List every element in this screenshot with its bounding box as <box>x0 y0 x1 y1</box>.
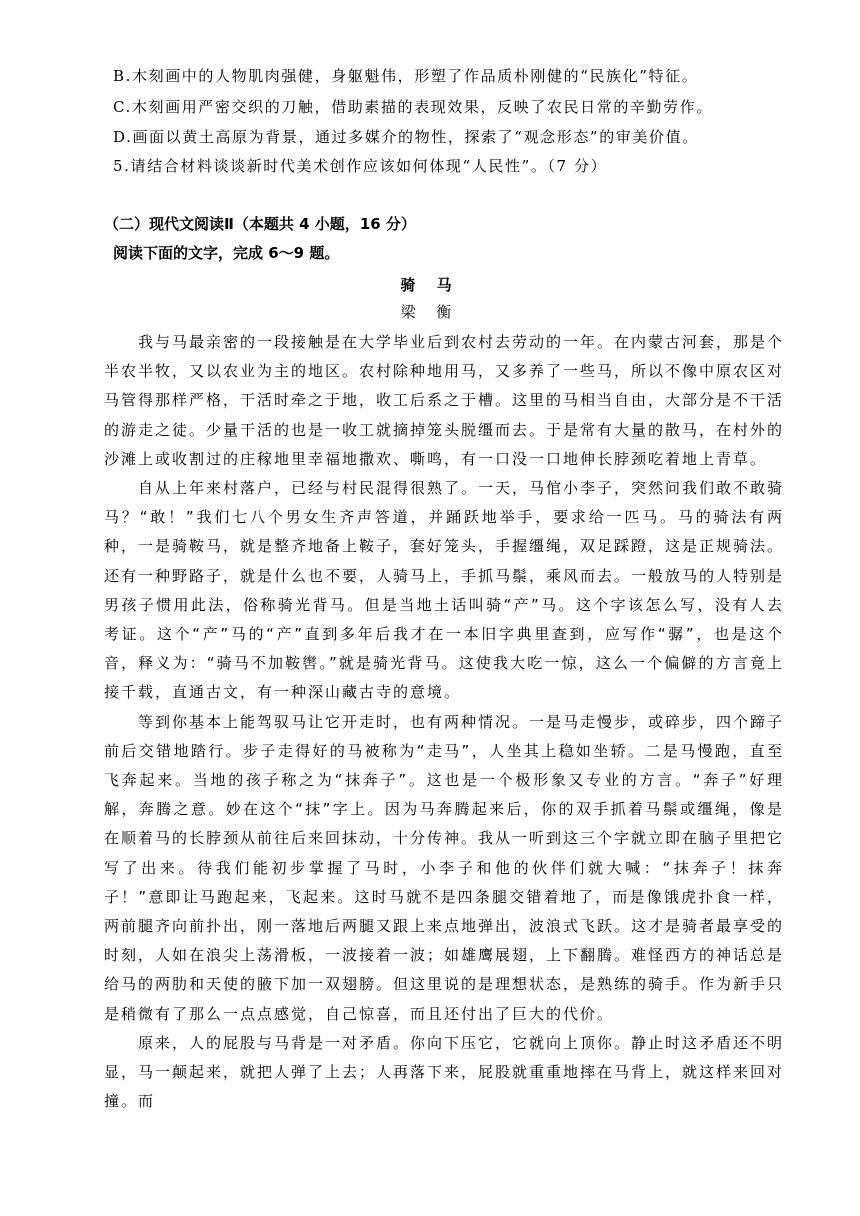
reading-instruction: 阅读下面的文字，完成 6～9 题。 <box>113 244 340 262</box>
paragraph-2: 自从上年来村落户，已经与村民混得很熟了。一天，马倌小李子，突然问我们敢不敢骑马？“敢！”我们七八个男女生齐声答道，并踊跃地举手，要求给一匹马。马的骑法有两种，一是骑鞍马，就是整齐地备上鞍子，套好笼头，手握缰绳，双足踩蹬，这是正规骑法。还有一种野路子，就是什么也不要，人骑马上，手抓马鬃，乘风而去。一般放马的人特别是男孩子惯用此法，俗称骑光背马。但是当地土话叫骑“产”马。这个字该怎么写，没有人去考证。这个“产”马的“产”直到多年后我才在一本旧字典里查到，应写作“骣”，也是这个音，释义为：“骑马不加鞍辔。”就是骑光背马。这使我大吃一惊，这么一个偏僻的方言竟上接千载，直通古文，有一种深山藏古寺的意境。 <box>104 479 785 702</box>
paragraph-1: 我与马最亲密的一段接触是在大学毕业后到农村去劳动的一年。在内蒙古河套，那是个半农半牧，又以农业为主的地区。农村除种地用马，又多养了一些马，所以不像中原农区对马管得那样严格，干活时牵之于地，收工后系之于槽。这里的马相当自由，大部分是不干活的游走之徒。少量干活的也是一收工就摘掉笼头脱缰而去。于是常有大量的散马，在村外的沙滩上或收割过的庄稼地里幸福地撒欢、嘶鸣，有一口没一口地伸长脖颈吃着地上青草。 <box>104 333 785 468</box>
paragraph-4: 原来，人的屁股与马背是一对矛盾。你向下压它，它就向上顶你。静止时这矛盾还不明显，马一颠起来，就把人弹了上去；人再落下来，屁股就重重地摔在马背上，就这样来回对撞。而 <box>104 1033 785 1111</box>
option-b: B.木刻画中的人物肌肉强健，身躯魁伟，形塑了作品质朴刚健的“民族化”特征。 <box>113 67 699 85</box>
article-title: 骑 马 <box>400 276 460 294</box>
question-5: 5.请结合材料谈谈新时代美术创作应该如何体现“人民性”。（7 分） <box>113 157 608 175</box>
article-author: 梁 衡 <box>400 303 460 321</box>
option-c: C.木刻画用严密交织的刀触，借助素描的表现效果，反映了农民日常的辛勤劳作。 <box>113 98 713 116</box>
article-body <box>104 328 784 1116</box>
option-d: D.画面以黄土高原为背景，通过多媒介的物性，探索了“观念形态”的审美价值。 <box>113 128 699 146</box>
paragraph-3: 等到你基本上能驾驭马让它开走时，也有两种情况。一是马走慢步，或碎步，四个蹄子前后交错地踏行。步子走得好的马被称为“走马”，人坐其上稳如坐轿。二是马慢跑，直至飞奔起来。当地的孩子称之为“抹奔子”。这也是一个极形象又专业的方言。“奔子”好理解，奔腾之意。妙在这个“抹”字上。因为马奔腾起来后，你的双手抓着马鬃或缰绳，像是在顺着马的长脖颈从前往后来回抹动，十分传神。我从一听到这三个字就立即在脑子里把它写了出来。待我们能初步掌握了马时，小李子和他的伙伴们就大喊：“抹奔子！抹奔子！”意即让马跑起来，飞起来。这时马就不是四条腿交错着地了，而是像饿虎扑食一样，两前腿齐向前扑出，刚一落地后两腿又跟上来点地弹出，波浪式飞跃。这才是骑者最享受的时刻，人如在浪尖上荡滑板，一波接着一波；如雄鹰展翅，上下翻腾。难怪西方的神话总是给马的两肋和天使的腋下加一双翅膀。但这里说的是理想状态，是熟练的骑手。作为新手只是稍微有了那么一点点感觉，自己惊喜，而且还付出了巨大的代价。 <box>104 712 785 1023</box>
section-heading: （二）现代文阅读Ⅱ（本题共 4 小题，16 分） <box>104 215 416 233</box>
